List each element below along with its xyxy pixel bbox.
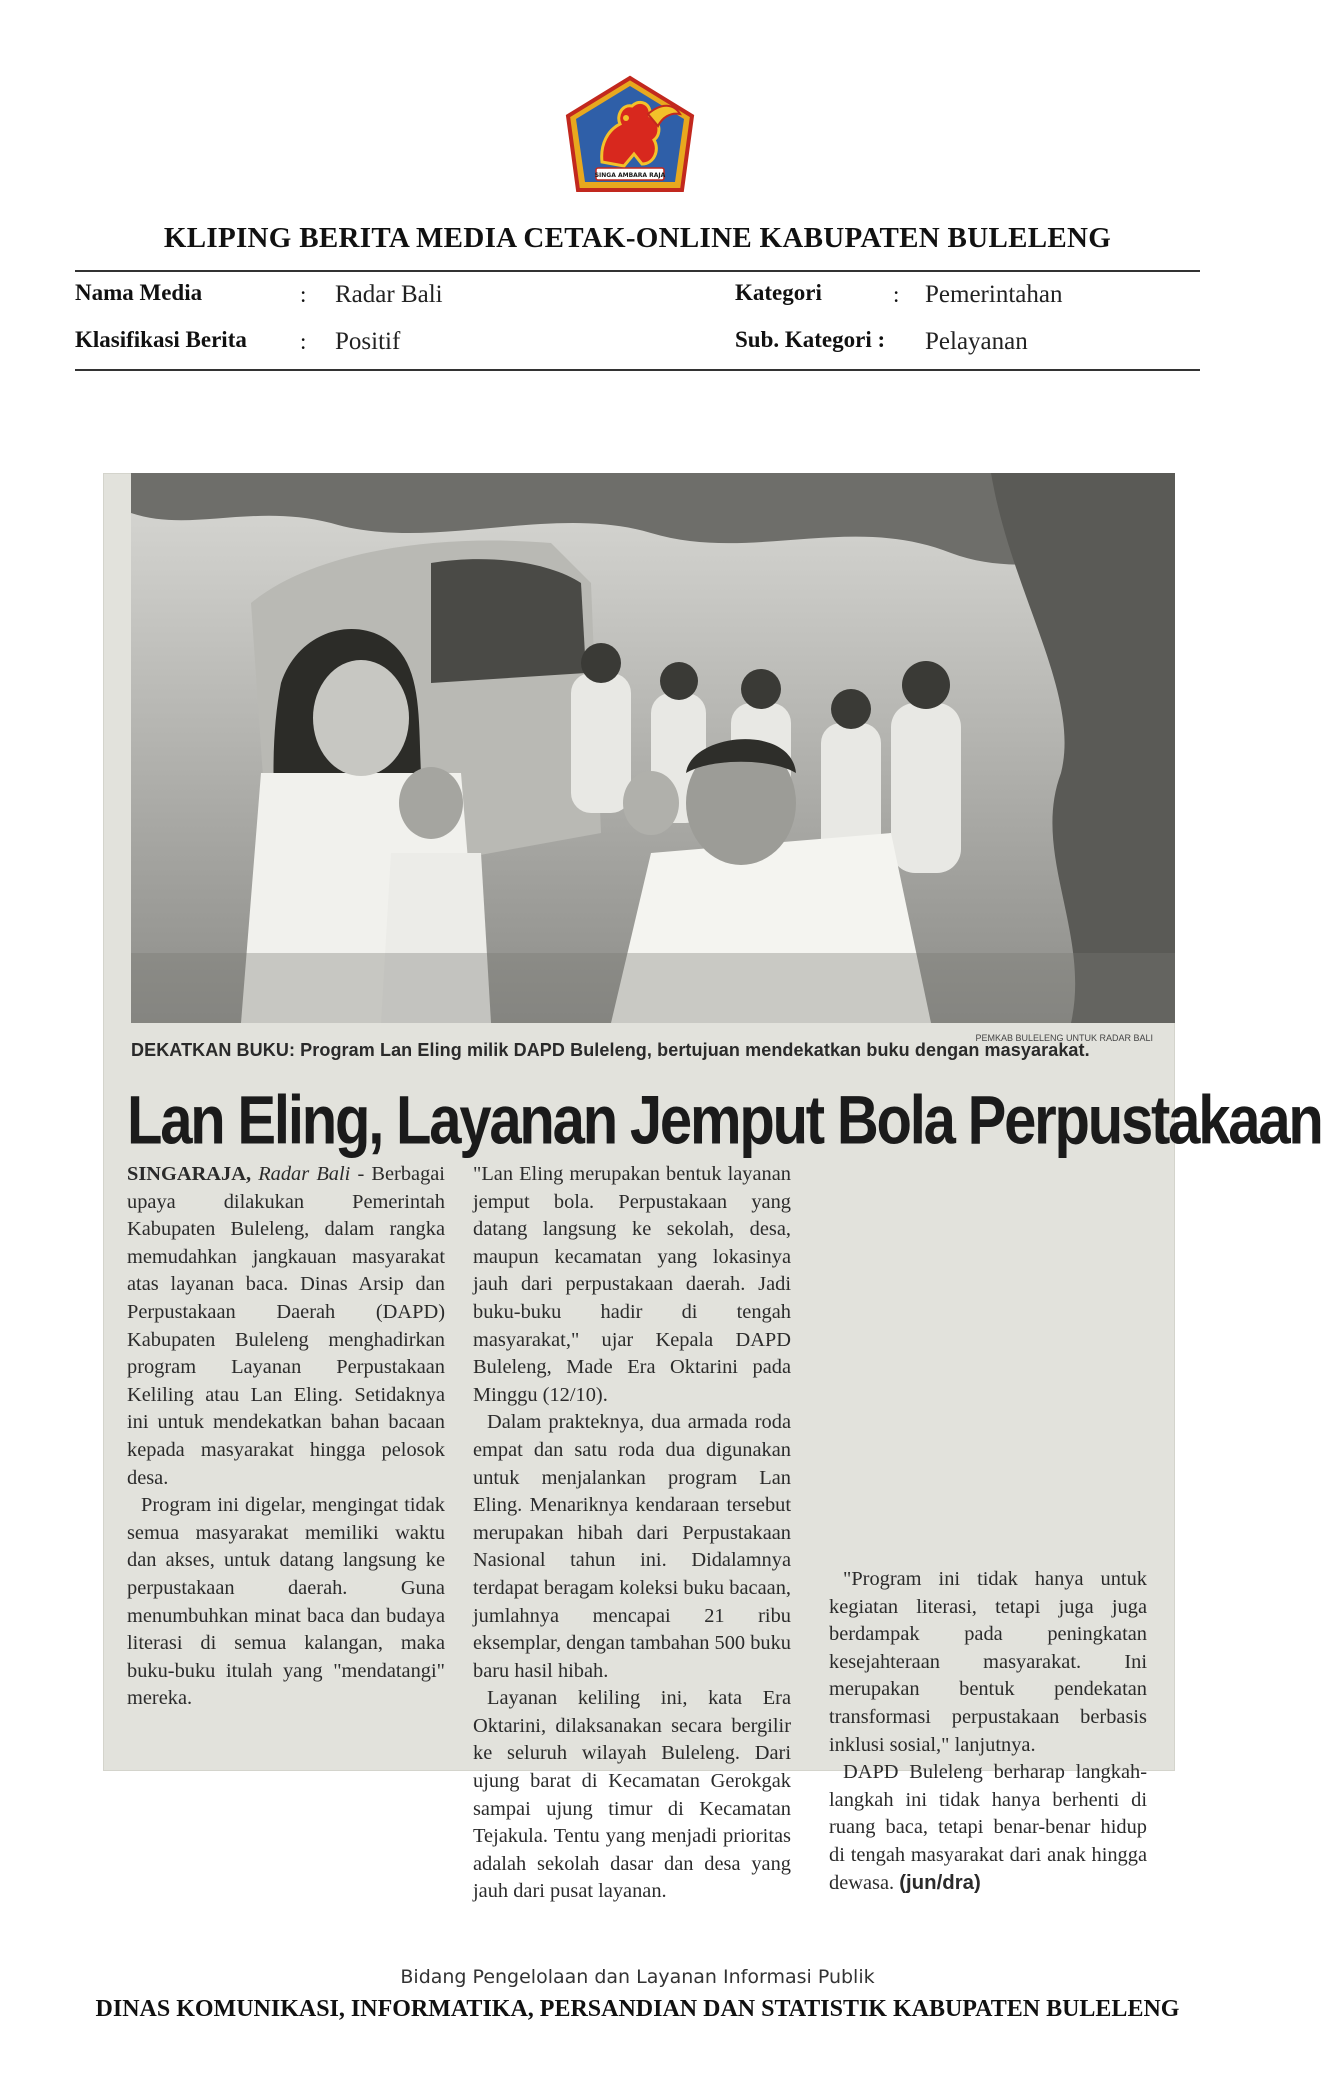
kategori-label: Kategori — [735, 280, 822, 305]
dateline-source: Radar Bali — [258, 1163, 351, 1185]
photo-credit: PEMKAB BULELENG UNTUK RADAR BALI — [975, 1033, 1153, 1043]
header-bottom-rule — [75, 369, 1200, 371]
article-column-3 — [829, 1566, 1147, 1897]
nama-media-value: Radar Bali — [335, 281, 443, 308]
article-headline: Lan Eling, Layanan Jemput Bola Perpustakaan — [127, 1082, 1322, 1159]
logo-text: SINGA AMBARA RAJA — [594, 172, 666, 179]
colon: : — [300, 329, 307, 354]
clipping-title: KLIPING BERITA MEDIA CETAK-ONLINE KABUPATEN BULELENG — [163, 222, 1112, 254]
paragraph-text: Layanan keliling ini, kata Era Oktarini, dilaksanakan secara bergilir ke seluruh wilayah Buleleng. Dari ujung barat di Kecamatan Gerokgak sampai ujung timur di Kecamatan Tejakula. Tentu yang menjadi prioritas adalah sekolah dasar dan desa yang jauh dari pusat layanan. — [473, 1687, 791, 1903]
article-column-2 — [473, 1161, 791, 1906]
klasifikasi-label: Klasifikasi Berita — [75, 327, 247, 352]
colon: : — [893, 282, 900, 307]
photo-caption: DEKATKAN BUKU: Program Lan Eling milik DAPD Buleleng, bertujuan mendekatkan buku dengan masyarakat. — [131, 1040, 1090, 1060]
newspaper-clipping — [103, 473, 1322, 1903]
footer-agency: DINAS KOMUNIKASI, INFORMATIKA, PERSANDIAN DAN STATISTIK KABUPATEN BULELENG — [95, 1996, 1180, 2022]
article-paragraph: Program ini digelar, mengingat tidak semua masyarakat memiliki waktu dan akses, untuk datang langsung ke perpustakaan daerah. Guna menumbuhkan minat baca dan budaya literasi di semua kalangan, maka buku-buku itulah yang "mendatangi" mereka. — [127, 1494, 445, 1710]
singa-ambara-raja-crest-icon — [562, 74, 698, 198]
dateline: SINGARAJA, — [127, 1163, 252, 1185]
paragraph-text: DAPD Buleleng berharap langkah-langkah ini tidak hanya berhenti di ruang baca, tetapi benar-benar hidup di tengah masyarakat dari anak hingga dewasa. — [829, 1761, 1147, 1894]
article-paragraph: Dalam prakteknya, dua armada roda empat dan satu roda dua digunakan untuk menjalankan program Lan Eling. Menariknya kendaraan tersebut merupakan hibah dari Perpustakaan Nasional tahun ini. Didalamnya terdapat beragam koleksi buku bacaan, jumlahnya mencapai 21 ribu eksemplar, dengan tambahan 500 buku baru hasil hibah. — [473, 1411, 791, 1682]
article-paragraph — [473, 1685, 791, 1906]
nama-media-label: Nama Media — [75, 280, 203, 305]
article-paragraph — [829, 1759, 1147, 1897]
paragraph-text: - Berbagai upaya dilakukan Pemerintah Kabupaten Buleleng, dalam rangka memudahkan jangkauan masyarakat atas layanan baca. Dinas Arsip dan Perpustakaan Daerah (DAPD) Kabupaten Buleleng menghadirkan program Layanan Perpustakaan Keliling atau Lan Eling. Setidaknya ini untuk mendekatkan bahan bacaan kepada masyarakat hingga pelosok desa. — [127, 1163, 445, 1489]
article-column-1 — [127, 1161, 445, 1713]
author-signature: (jun/dra) — [899, 1871, 981, 1894]
article-paragraph — [127, 1161, 445, 1492]
footer-department: Bidang Pengelolaan dan Layanan Informasi Publik — [400, 1966, 875, 1988]
sub-kategori-value: Pelayanan — [925, 328, 1028, 355]
header-top-rule — [75, 270, 1200, 272]
article-paragraph: "Program ini tidak hanya untuk kegiatan literasi, tetapi juga juga berdampak pada peningkatan kesejahteraan masyarakat. Ini merupakan bentuk pendekatan transformasi perpustakaan berbasis inklusi sosial," lanjutnya. — [829, 1568, 1147, 1756]
colon: : — [300, 282, 307, 307]
sub-kategori-label: Sub. Kategori : — [735, 327, 886, 352]
article-paragraph: "Lan Eling merupakan bentuk layanan jemput bola. Perpustakaan yang datang langsung ke sekolah, desa, maupun kecamatan yang lokasinya jauh dari perpustakaan daerah. Jadi buku-buku hadir di tengah masyarakat," ujar Kepala DAPD Buleleng, Made Era Oktarini pada Minggu (12/10). — [473, 1163, 791, 1406]
kategori-value: Pemerintahan — [925, 281, 1063, 308]
mobile-library-students-photo — [131, 473, 1175, 1023]
klasifikasi-value: Positif — [335, 328, 401, 355]
